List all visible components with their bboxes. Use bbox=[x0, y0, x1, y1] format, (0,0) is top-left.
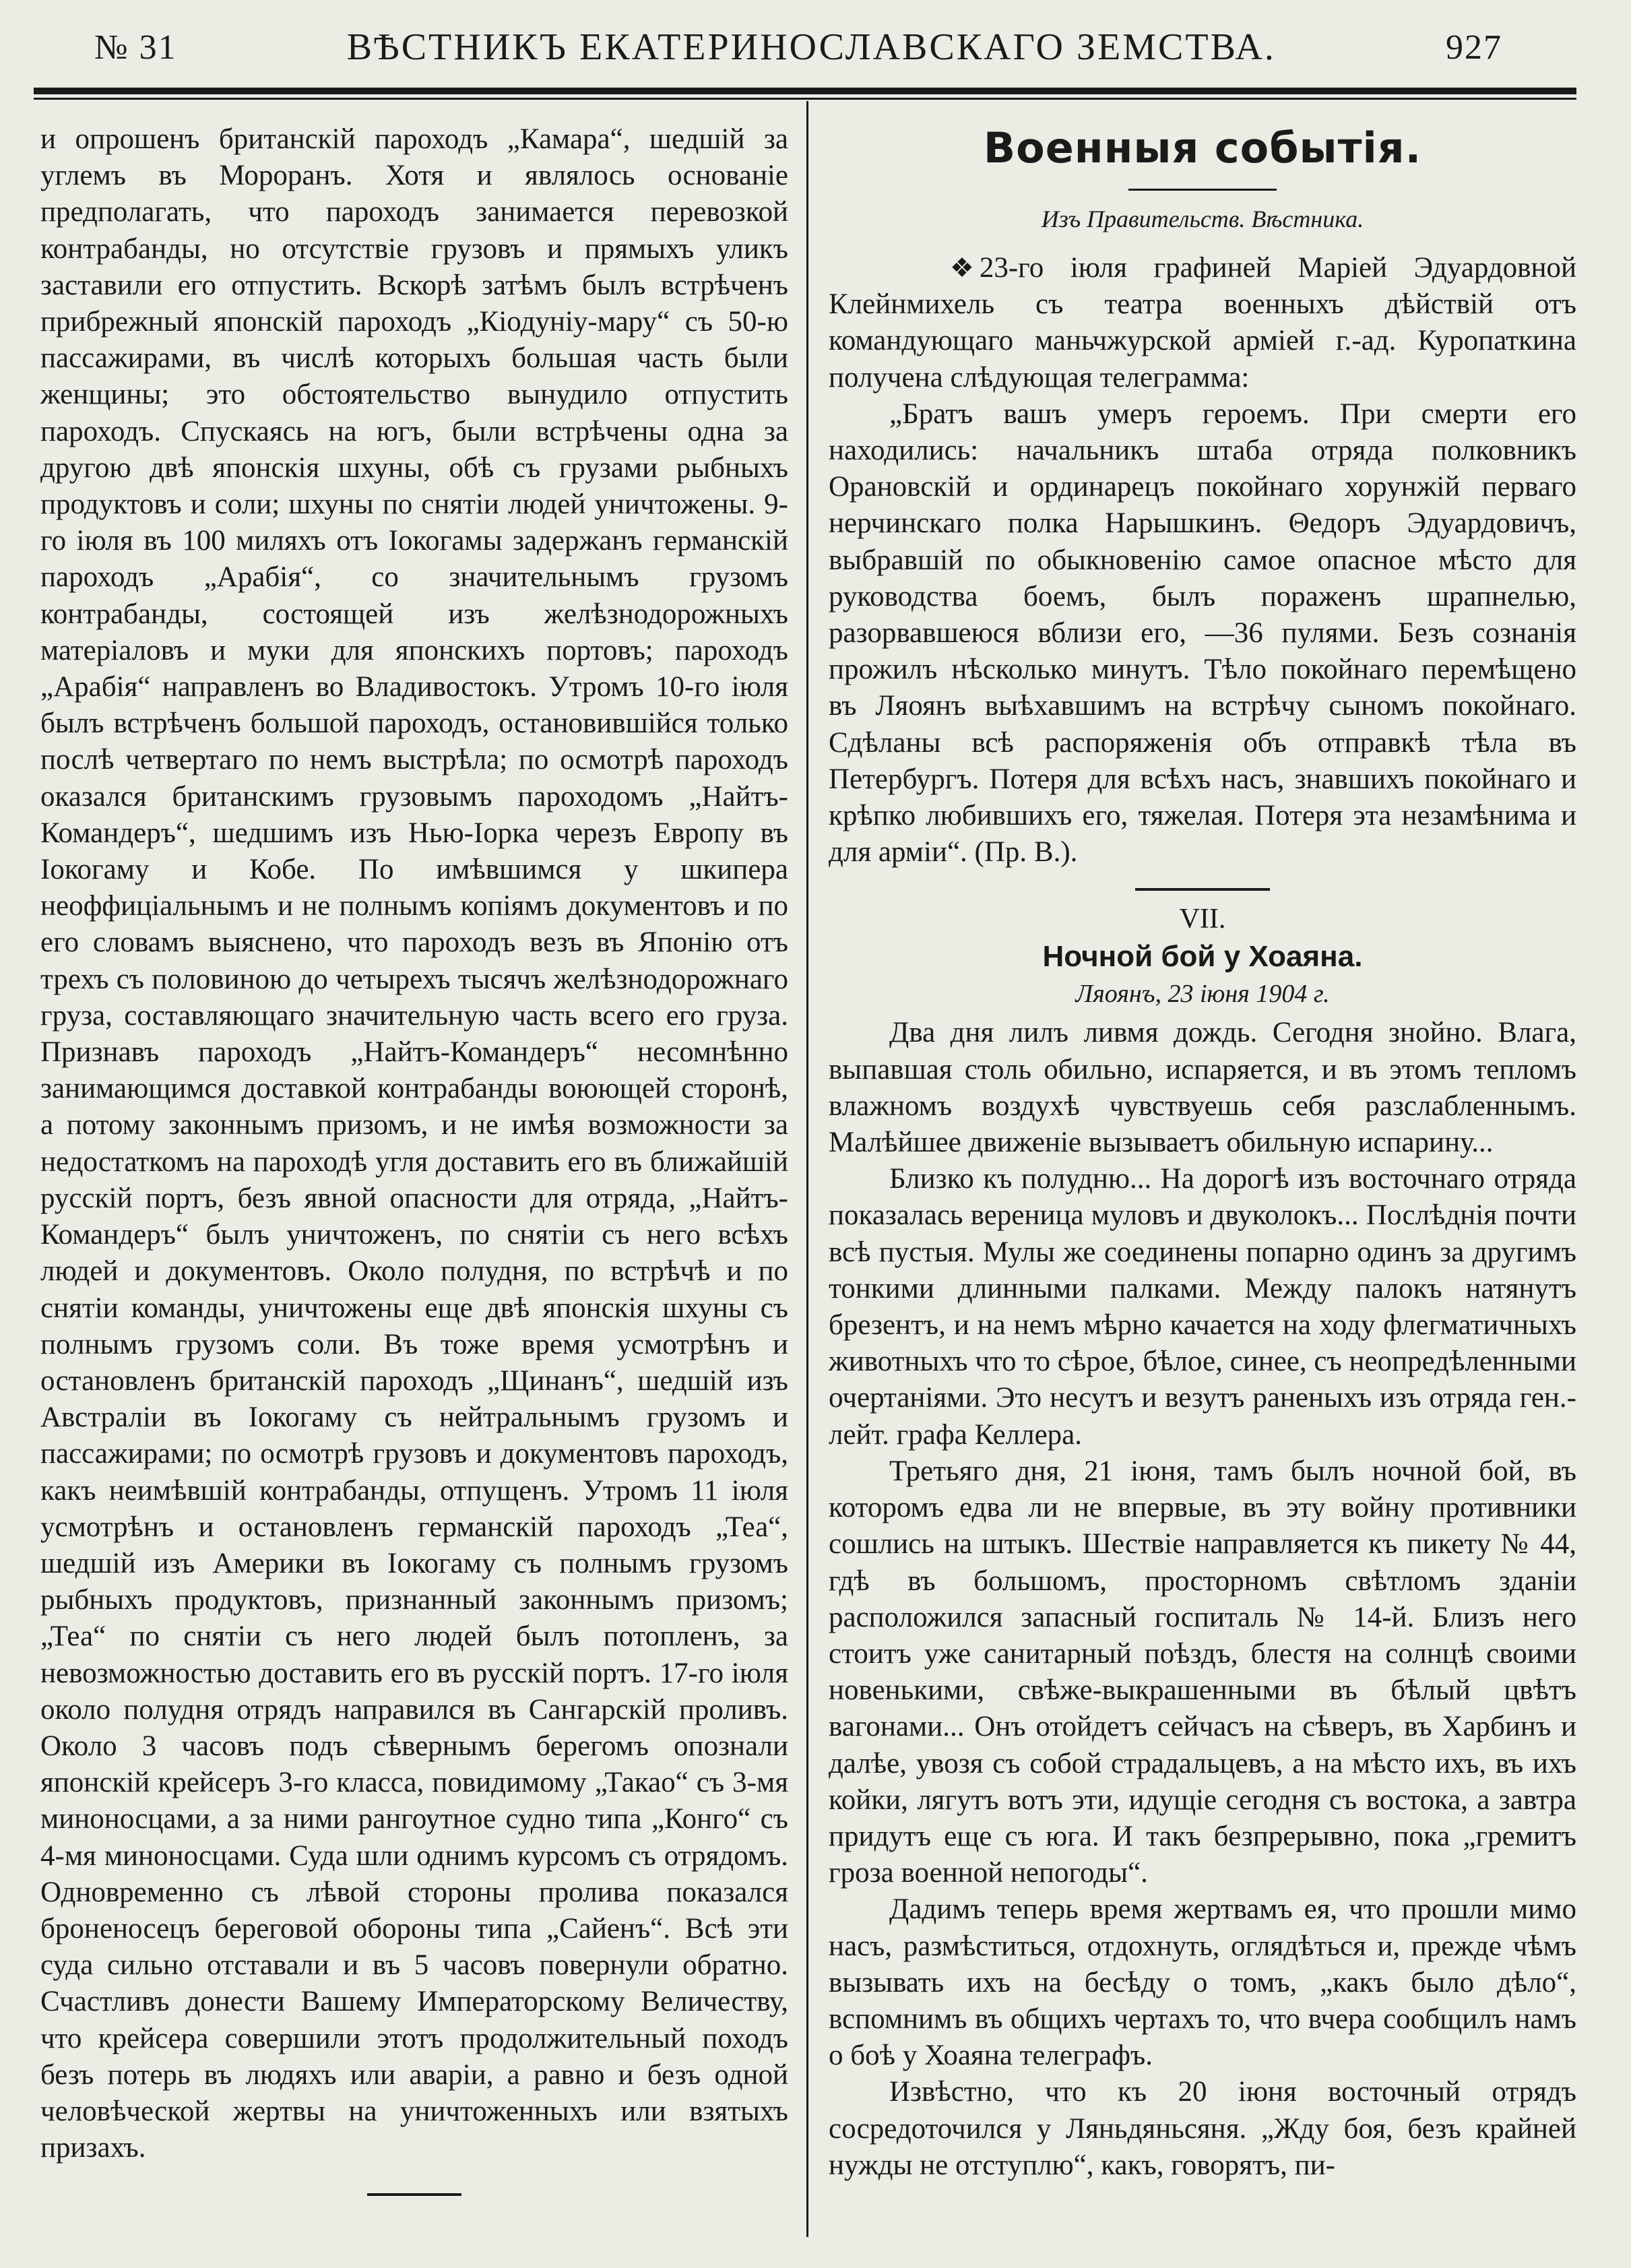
header-rule-thin bbox=[34, 98, 1576, 100]
column-end-rule bbox=[367, 2193, 461, 2196]
ornament-icon: ❖ bbox=[950, 253, 974, 283]
paragraph: Два дня лилъ ливмя дождь. Сегодня знойно. Влага, выпавшая столь обильно, испаряется, и въ этомъ тепломъ влажномъ воздухѣ чувствуешь себя разслабленнымъ. Малѣйшее движеніе вызываетъ обильную испарину... bbox=[829, 1017, 1576, 1159]
left-column-text: и опрошенъ британскій пароходъ „Камара“, шедшій за углемъ въ Мороранъ. Хотя и являлось основаніе предполагать, что пароходъ занимается перевозкой контрабанды, но отсутствіе грузовъ и прямыхъ уликъ заставили его отпустить. Вскорѣ затѣмъ былъ встрѣченъ прибрежный японскій пароходъ „Кіодуніу-мару“ съ 50-ю пассажирами, въ числѣ которыхъ большая часть были женщины; это обстоятельство вынудило отпустить пароходъ. Спускаясь на югъ, были встрѣчены одна за другою двѣ японскія шхуны, обѣ съ грузами рыбныхъ продуктовъ и соли; шхуны по снятіи людей уничтожены. 9-го іюля въ 100 миляхъ отъ Іокогамы задержанъ германскій пароходъ „Арабія“, со значительнымъ грузомъ контрабанды, состоящей изъ желѣзнодорожныхъ матеріаловъ и муки для японскихъ портовъ; пароходъ „Арабія“ направленъ во Владивостокъ. Утромъ 10-го іюля былъ встрѣченъ большой пароходъ, остановившійся только послѣ четвертаго по немъ выстрѣла; по осмотрѣ пароходъ оказался британскимъ грузовымъ пароходомъ „Найтъ-Командеръ“, шедшимъ изъ Нью-Іорка черезъ Европу въ Іокогаму и Кобе. По имѣвшимся у шкипера неоффиціальнымъ и не полнымъ копіямъ документовъ и по его словамъ выяснено, что пароходъ везъ въ Японію отъ трехъ съ половиною до четырехъ тысячъ желѣзнодорожнаго груза, составляющаго значительную часть всего его груза. Признавъ пароходъ „Найтъ-Командеръ“ несомнѣнно занимающимся доставкой контрабанды воюющей сторонѣ, а потому законнымъ призомъ, и не имѣя возможности за недостаткомъ на пароходѣ угля доставить его въ ближайшій русскій портъ, безъ явной опасности для отряда, „Найтъ-Командеръ“ былъ уничтоженъ, по снятіи съ него всѣхъ людей и документовъ. Около полудня, по встрѣчѣ и по снятіи команды, уничтожены еще двѣ японскія шхуны съ полнымъ грузомъ соли. Въ тоже время усмотрѣнъ и остановленъ британскій пароходъ „Щинанъ“, шедшій изъ Австраліи въ Іокогаму съ нейтральнымъ грузомъ и пассажирами; по осмотрѣ грузовъ и документовъ пароходъ, какъ неимѣвшій контрабанды, отпущенъ. Утромъ 11 іюля усмотрѣнъ и остановленъ германскій пароходъ „Теа“, шедшій изъ Америки въ Іокогаму съ полнымъ грузомъ рыбныхъ продуктовъ, признанный законнымъ призомъ; „Теа“ по снятіи съ него людей былъ потопленъ, за невозможностью доставить его въ русскій портъ. 17-го іюля около полудня отрядъ направился въ Сангарскій проливъ. Около 3 часовъ подъ сѣвернымъ берегомъ опознали японскій крейсеръ 3-го класса, повидимому „Такао“ съ 3-мя миноносцами, а за ними рангоутное судно типа „Конго“ съ 4-мя миноносцами. Суда шли однимъ курсомъ съ отрядомъ. Одновременно съ лѣвой стороны пролива показался броненосецъ береговой обороны типа „Сайенъ“. Всѣ эти суда сильно отставали и въ 5 часовъ повернули обратно. Счастливъ донести Вашему Императорскому Величеству, что крейсера совершили этотъ продолжительный походъ безъ потерь въ людяхъ или аваріи, а равно и безъ одной человѣческой жертвы на уничтоженныхъ или взятыхъ призахъ. bbox=[40, 123, 788, 2164]
source-line: Изъ Правительств. Вѣстника. bbox=[1041, 206, 1364, 232]
article-headline: Ночной бой у Хоаяна. bbox=[1042, 940, 1363, 974]
chapter-number: VII. bbox=[1179, 904, 1226, 935]
dateline: Ляоянъ, 23 іюня 1904 г. bbox=[1075, 980, 1330, 1009]
paragraph-telegram: „Братъ вашъ умеръ героемъ. При смерти его находились: начальникъ штаба отряда полковникъ Орановскій и ординарецъ покойнаго хорунжій перваго нерчинскаго полка Нарышкинъ. Θедоръ Эдуардовичъ, выбравшій по обыкновенію самое опасное мѣсто для руководства боемъ, былъ пораженъ шрапнелью, разорвавшеюся вблизи его, —36 пулями. Безъ сознанія прожилъ нѣсколько минутъ. Тѣло покойнаго перемѣщено въ Ляоянъ выѣхавшимъ на встрѣчу сыномъ покойнаго. Сдѣланы всѣ распоряженія объ отправкѣ тѣла въ Петербургъ. Потеря для всѣхъ насъ, знавшихъ покойнаго и крѣпко любившихъ его, тяжелая. Потеря эта незамѣнима и для арміи“. (Пр. В.). bbox=[829, 398, 1576, 869]
paragraph: Извѣстно, что къ 20 іюня восточный отрядъ сосредоточился у Ляньдяньсяня. „Жду боя, безъ крайней нужды не отступлю“, какъ, говорятъ, пи- bbox=[829, 2076, 1576, 2181]
paragraph: Дадимъ теперь время жертвамъ ея, что прошли мимо насъ, размѣститься, отдохнуть, оглядѣться и, прежде чѣмъ вызывать ихъ на бесѣду о томъ, „какъ было дѣло“, вспомнимъ въ общихъ чертахъ то, что вчера сообщилъ намъ о боѣ у Хоаяна телеграфъ. bbox=[829, 1893, 1576, 2072]
paragraph-telegram-intro: ❖ 23-го іюля графиней Маріей Эдуардовной Клейнмихель съ театра военныхъ дѣйствій отъ командующаго маньчжурской арміей г.-ад. Куропаткина получена слѣдующая телеграмма: bbox=[829, 250, 1576, 396]
paragraph: Третьяго дня, 21 іюня, тамъ былъ ночной бой, въ которомъ едва ли не впервые, въ эту войну противники сошлись на штыкъ. Шествіе направляется къ пикету № 44, гдѣ въ большомъ, просторномъ свѣтломъ зданіи расположился запасный госпиталь № 14-й. Близъ него стоитъ уже санитарный поѣздъ, блестя на солнцѣ своими новенькими, свѣже-выкрашенными въ бѣлый цвѣтъ вагонами... Онъ отойдетъ сейчасъ на сѣверъ, въ Харбинъ и далѣе, увозя съ собой страдальцевъ, а на мѣсто ихъ, въ ихъ койки, лягутъ вотъ эти, идущіе сегодня съ востока, а завтра придутъ еще съ юга. И такъ безпрерывно, пока „гремитъ гроза военной непогоды“. bbox=[829, 1455, 1576, 1889]
issue-number: № 31 bbox=[94, 28, 177, 67]
right-column bbox=[829, 121, 1576, 2184]
journal-title: ВѢСТНИКЪ ЕКАТЕРИНОСЛАВСКАГО ЗЕМСТВА. bbox=[346, 26, 1276, 68]
section-rule bbox=[1135, 888, 1270, 891]
page-header bbox=[94, 20, 1502, 74]
paragraph: Близко къ полудню... На дорогѣ изъ восточнаго отряда показалась вереница муловъ и двуколокъ... Послѣднія почти всѣ пустыя. Мулы же соединены попарно одинъ за другимъ тонкими длинными палками. Между палокъ натянутъ брезентъ, и на немъ мѣрно качается на ходу флегматичныхъ животныхъ что то сѣрое, бѣлое, синее, съ неопредѣленными очертаніями. Это несутъ и везутъ раненыхъ изъ отряда ген.-лейт. графа Келлера. bbox=[829, 1163, 1577, 1451]
page-number: 927 bbox=[1445, 28, 1502, 67]
title-rule bbox=[1128, 189, 1277, 191]
header-rule-thick bbox=[34, 88, 1576, 94]
column-divider bbox=[806, 101, 808, 2237]
left-column bbox=[40, 121, 788, 2196]
section-title: Военныя событія. bbox=[983, 123, 1422, 172]
